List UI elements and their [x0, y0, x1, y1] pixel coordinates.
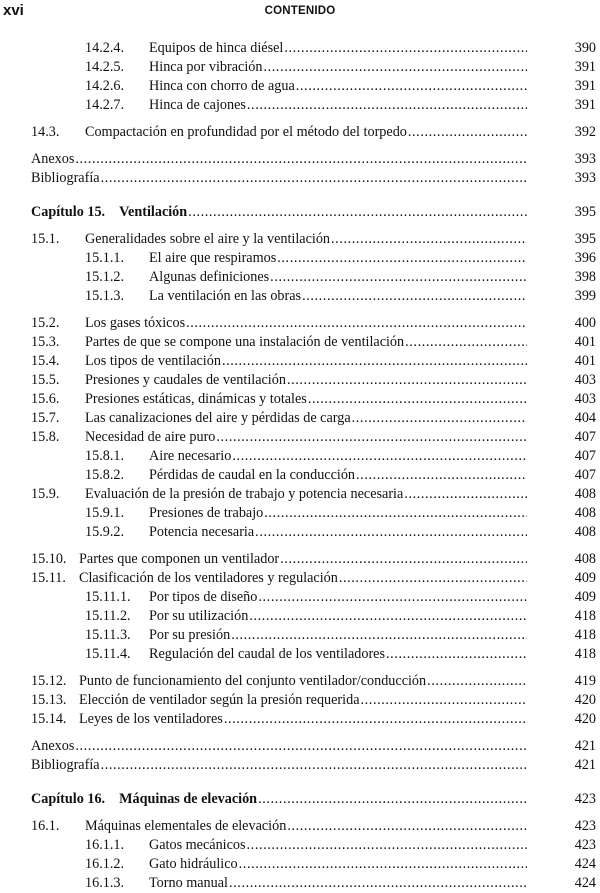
entry-page-number: 395 [574, 204, 596, 220]
toc-entry [0, 504, 600, 523]
entry-title: La ventilación en las obras [149, 288, 302, 304]
table-of-contents [0, 39, 600, 893]
dot-leader [361, 691, 528, 710]
toc-entry [0, 58, 600, 77]
entry-page-number: 418 [574, 608, 596, 624]
entry-page-number: 407 [574, 448, 596, 464]
dot-leader [101, 169, 527, 188]
toc-entry [0, 333, 600, 352]
dot-leader [308, 390, 527, 409]
dot-leader [186, 314, 527, 333]
entry-title: Pérdidas de caudal en la conducción [149, 467, 356, 483]
entry-number: 15.4. [31, 353, 60, 369]
dot-leader [75, 737, 527, 756]
dot-leader [247, 96, 527, 115]
entry-number: 14.2.4. [85, 40, 125, 56]
dot-leader [229, 874, 527, 893]
entry-title: Hinca por vibración [149, 59, 263, 75]
entry-page-number: 396 [574, 250, 596, 266]
entry-number: 14.2.5. [85, 59, 125, 75]
entry-title: Los tipos de ventilación [85, 353, 221, 369]
page-header [0, 0, 600, 24]
dot-leader [287, 371, 527, 390]
entry-number: 16.1.3. [85, 875, 125, 891]
dot-leader [302, 287, 527, 306]
entry-number: 15.11. [31, 570, 66, 586]
entry-page-number: 420 [574, 692, 596, 708]
entry-number: 15.2. [31, 315, 60, 331]
entry-number: 15.14. [31, 711, 67, 727]
dot-leader [216, 428, 527, 447]
running-head: CONTENIDO [264, 5, 336, 17]
entry-title: Gatos mecánicos [149, 837, 246, 853]
entry-title: Compactación en profundidad por el método del torpedo [85, 124, 407, 140]
entry-page-number: 423 [574, 837, 596, 853]
entry-title: Presiones y caudales de ventilación [85, 372, 286, 388]
toc-chapter-entry [0, 790, 600, 809]
entry-number: 15.13. [31, 692, 67, 708]
entry-page-number: 395 [574, 231, 596, 247]
entry-page-number: 408 [574, 551, 596, 567]
entry-number: 16.1.2. [85, 856, 125, 872]
dot-leader [352, 409, 527, 428]
toc-entry [0, 371, 600, 390]
toc-entry [0, 645, 600, 664]
dot-leader [188, 203, 527, 222]
dot-leader [239, 855, 527, 874]
dot-leader [427, 672, 527, 691]
entry-page-number: 398 [574, 269, 596, 285]
entry-number: 15.8. [31, 429, 60, 445]
entry-number: 14.3. [31, 124, 60, 140]
dot-leader [296, 77, 527, 96]
entry-page-number: 401 [574, 334, 596, 350]
dot-leader [75, 150, 527, 169]
toc-entry [0, 569, 600, 588]
toc-entry [0, 447, 600, 466]
entry-number: 15.8.1. [85, 448, 125, 464]
entry-page-number: 424 [574, 875, 596, 891]
entry-page-number: 423 [574, 818, 596, 834]
entry-page-number: 400 [574, 315, 596, 331]
toc-entry [0, 314, 600, 333]
entry-page-number: 401 [574, 353, 596, 369]
toc-entry [0, 352, 600, 371]
dot-leader [231, 626, 527, 645]
toc-entry [0, 123, 600, 142]
dot-leader [247, 836, 527, 855]
entry-title: Gato hidráulico [149, 856, 238, 872]
entry-title: El aire que respiramos [149, 250, 277, 266]
entry-title: Máquinas de elevación [119, 791, 258, 807]
entry-number: 15.12. [31, 673, 67, 689]
toc-entry [0, 287, 600, 306]
entry-number: 15.8.2. [85, 467, 125, 483]
entry-number: 15.11.1. [85, 589, 131, 605]
toc-entry [0, 855, 600, 874]
entry-title: Bibliografía [31, 757, 100, 773]
entry-title: Clasificación de los ventiladores y regulación [79, 570, 338, 586]
entry-title: Leyes de los ventiladores [79, 711, 223, 727]
entry-page-number: 391 [574, 97, 596, 113]
toc-entry [0, 523, 600, 542]
entry-number: 15.10. [31, 551, 67, 567]
toc-entry [0, 390, 600, 409]
entry-page-number: 423 [574, 791, 596, 807]
dot-leader [263, 58, 527, 77]
entry-title: Necesidad de aire puro [85, 429, 216, 445]
toc-chapter-entry [0, 203, 600, 222]
entry-page-number: 403 [574, 372, 596, 388]
entry-page-number: 421 [574, 757, 596, 773]
entry-page-number: 424 [574, 856, 596, 872]
entry-title: Regulación del caudal de los ventiladores [149, 646, 385, 662]
toc-entry [0, 249, 600, 268]
entry-title: Hinca con chorro de agua [149, 78, 295, 94]
entry-title: Elección de ventilador según la presión requerida [79, 692, 360, 708]
dot-leader [404, 485, 527, 504]
dot-leader [232, 447, 527, 466]
dot-leader [255, 523, 527, 542]
entry-page-number: 418 [574, 646, 596, 662]
entry-number: 15.9. [31, 486, 60, 502]
entry-title: Presiones estáticas, dinámicas y totales [85, 391, 307, 407]
entry-page-number: 393 [574, 151, 596, 167]
dot-leader [356, 466, 527, 485]
entry-title: Por su presión [149, 627, 231, 643]
entry-title: Anexos [31, 151, 75, 167]
entry-number: 14.2.7. [85, 97, 125, 113]
dot-leader [222, 352, 527, 371]
entry-number: Capítulo 15. [31, 204, 106, 220]
dot-leader [258, 588, 527, 607]
entry-page-number: 407 [574, 429, 596, 445]
dot-leader [408, 123, 527, 142]
entry-title: Las canalizaciones del aire y pérdidas de carga [85, 410, 351, 426]
entry-page-number: 391 [574, 78, 596, 94]
entry-title: Potencia necesaria [149, 524, 255, 540]
toc-entry [0, 169, 600, 188]
entry-page-number: 419 [574, 673, 596, 689]
toc-entry [0, 268, 600, 287]
page-number: xvi [3, 2, 24, 19]
entry-number: 16.1.1. [85, 837, 125, 853]
toc-entry [0, 150, 600, 169]
entry-number: 15.11.4. [85, 646, 131, 662]
toc-entry [0, 756, 600, 775]
entry-number: 15.3. [31, 334, 60, 350]
entry-page-number: 418 [574, 627, 596, 643]
entry-title: Máquinas elementales de elevación [85, 818, 287, 834]
entry-page-number: 407 [574, 467, 596, 483]
toc-entry [0, 874, 600, 893]
toc-entry [0, 836, 600, 855]
entry-number: 15.1.3. [85, 288, 125, 304]
entry-page-number: 399 [574, 288, 596, 304]
entry-title: Ventilación [119, 204, 188, 220]
entry-number: 15.1.2. [85, 269, 125, 285]
entry-number: 15.1.1. [85, 250, 125, 266]
toc-entry [0, 39, 600, 58]
entry-page-number: 404 [574, 410, 596, 426]
entry-number: 14.2.6. [85, 78, 125, 94]
entry-title: Partes que componen un ventilador [79, 551, 280, 567]
entry-number: 15.9.2. [85, 524, 125, 540]
entry-title: Algunas definiciones [149, 269, 270, 285]
entry-title: Por tipos de diseño [149, 589, 258, 605]
toc-entry [0, 550, 600, 569]
entry-title: Hinca de cajones [149, 97, 246, 113]
entry-page-number: 390 [574, 40, 596, 56]
entry-title: Punto de funcionamiento del conjunto ventilador/conducción [79, 673, 427, 689]
dot-leader [270, 268, 527, 287]
dot-leader [287, 817, 527, 836]
toc-entry [0, 409, 600, 428]
entry-title: Por su utilización [149, 608, 249, 624]
dot-leader [249, 607, 527, 626]
toc-entry [0, 230, 600, 249]
dot-leader [224, 710, 527, 729]
entry-number: 15.9.1. [85, 505, 125, 521]
entry-number: 16.1. [31, 818, 60, 834]
entry-number: 15.6. [31, 391, 60, 407]
entry-number: 15.5. [31, 372, 60, 388]
toc-entry [0, 466, 600, 485]
entry-page-number: 409 [574, 570, 596, 586]
dot-leader [258, 790, 527, 809]
entry-title: Anexos [31, 738, 75, 754]
entry-page-number: 409 [574, 589, 596, 605]
dot-leader [405, 333, 527, 352]
entry-number: Capítulo 16. [31, 791, 106, 807]
entry-title: Partes de que se compone una instalación de ventilación [85, 334, 405, 350]
dot-leader [280, 550, 527, 569]
toc-entry [0, 691, 600, 710]
dot-leader [284, 39, 527, 58]
entry-number: 15.11.3. [85, 627, 131, 643]
entry-title: Generalidades sobre el aire y la ventilación [85, 231, 331, 247]
toc-entry [0, 588, 600, 607]
entry-page-number: 421 [574, 738, 596, 754]
toc-entry [0, 710, 600, 729]
toc-entry [0, 485, 600, 504]
entry-page-number: 408 [574, 505, 596, 521]
dot-leader [339, 569, 527, 588]
toc-entry [0, 817, 600, 836]
entry-page-number: 408 [574, 486, 596, 502]
entry-page-number: 393 [574, 170, 596, 186]
toc-entry [0, 672, 600, 691]
toc-entry [0, 428, 600, 447]
entry-page-number: 408 [574, 524, 596, 540]
entry-number: 15.1. [31, 231, 60, 247]
toc-entry [0, 96, 600, 115]
entry-title: Bibliografía [31, 170, 100, 186]
entry-title: Torno manual [149, 875, 228, 891]
entry-title: Equipos de hinca diésel [149, 40, 284, 56]
entry-page-number: 420 [574, 711, 596, 727]
entry-title: Evaluación de la presión de trabajo y potencia necesaria [85, 486, 404, 502]
dot-leader [277, 249, 527, 268]
dot-leader [331, 230, 527, 249]
entry-number: 15.11.2. [85, 608, 131, 624]
entry-number: 15.7. [31, 410, 60, 426]
toc-entry [0, 607, 600, 626]
entry-page-number: 392 [574, 124, 596, 140]
dot-leader [386, 645, 527, 664]
entry-title: Presiones de trabajo [149, 505, 264, 521]
entry-page-number: 391 [574, 59, 596, 75]
entry-title: Aire necesario [149, 448, 232, 464]
toc-entry [0, 737, 600, 756]
dot-leader [264, 504, 527, 523]
dot-leader [101, 756, 527, 775]
toc-entry [0, 626, 600, 645]
entry-page-number: 403 [574, 391, 596, 407]
toc-entry [0, 77, 600, 96]
entry-title: Los gases tóxicos [85, 315, 186, 331]
